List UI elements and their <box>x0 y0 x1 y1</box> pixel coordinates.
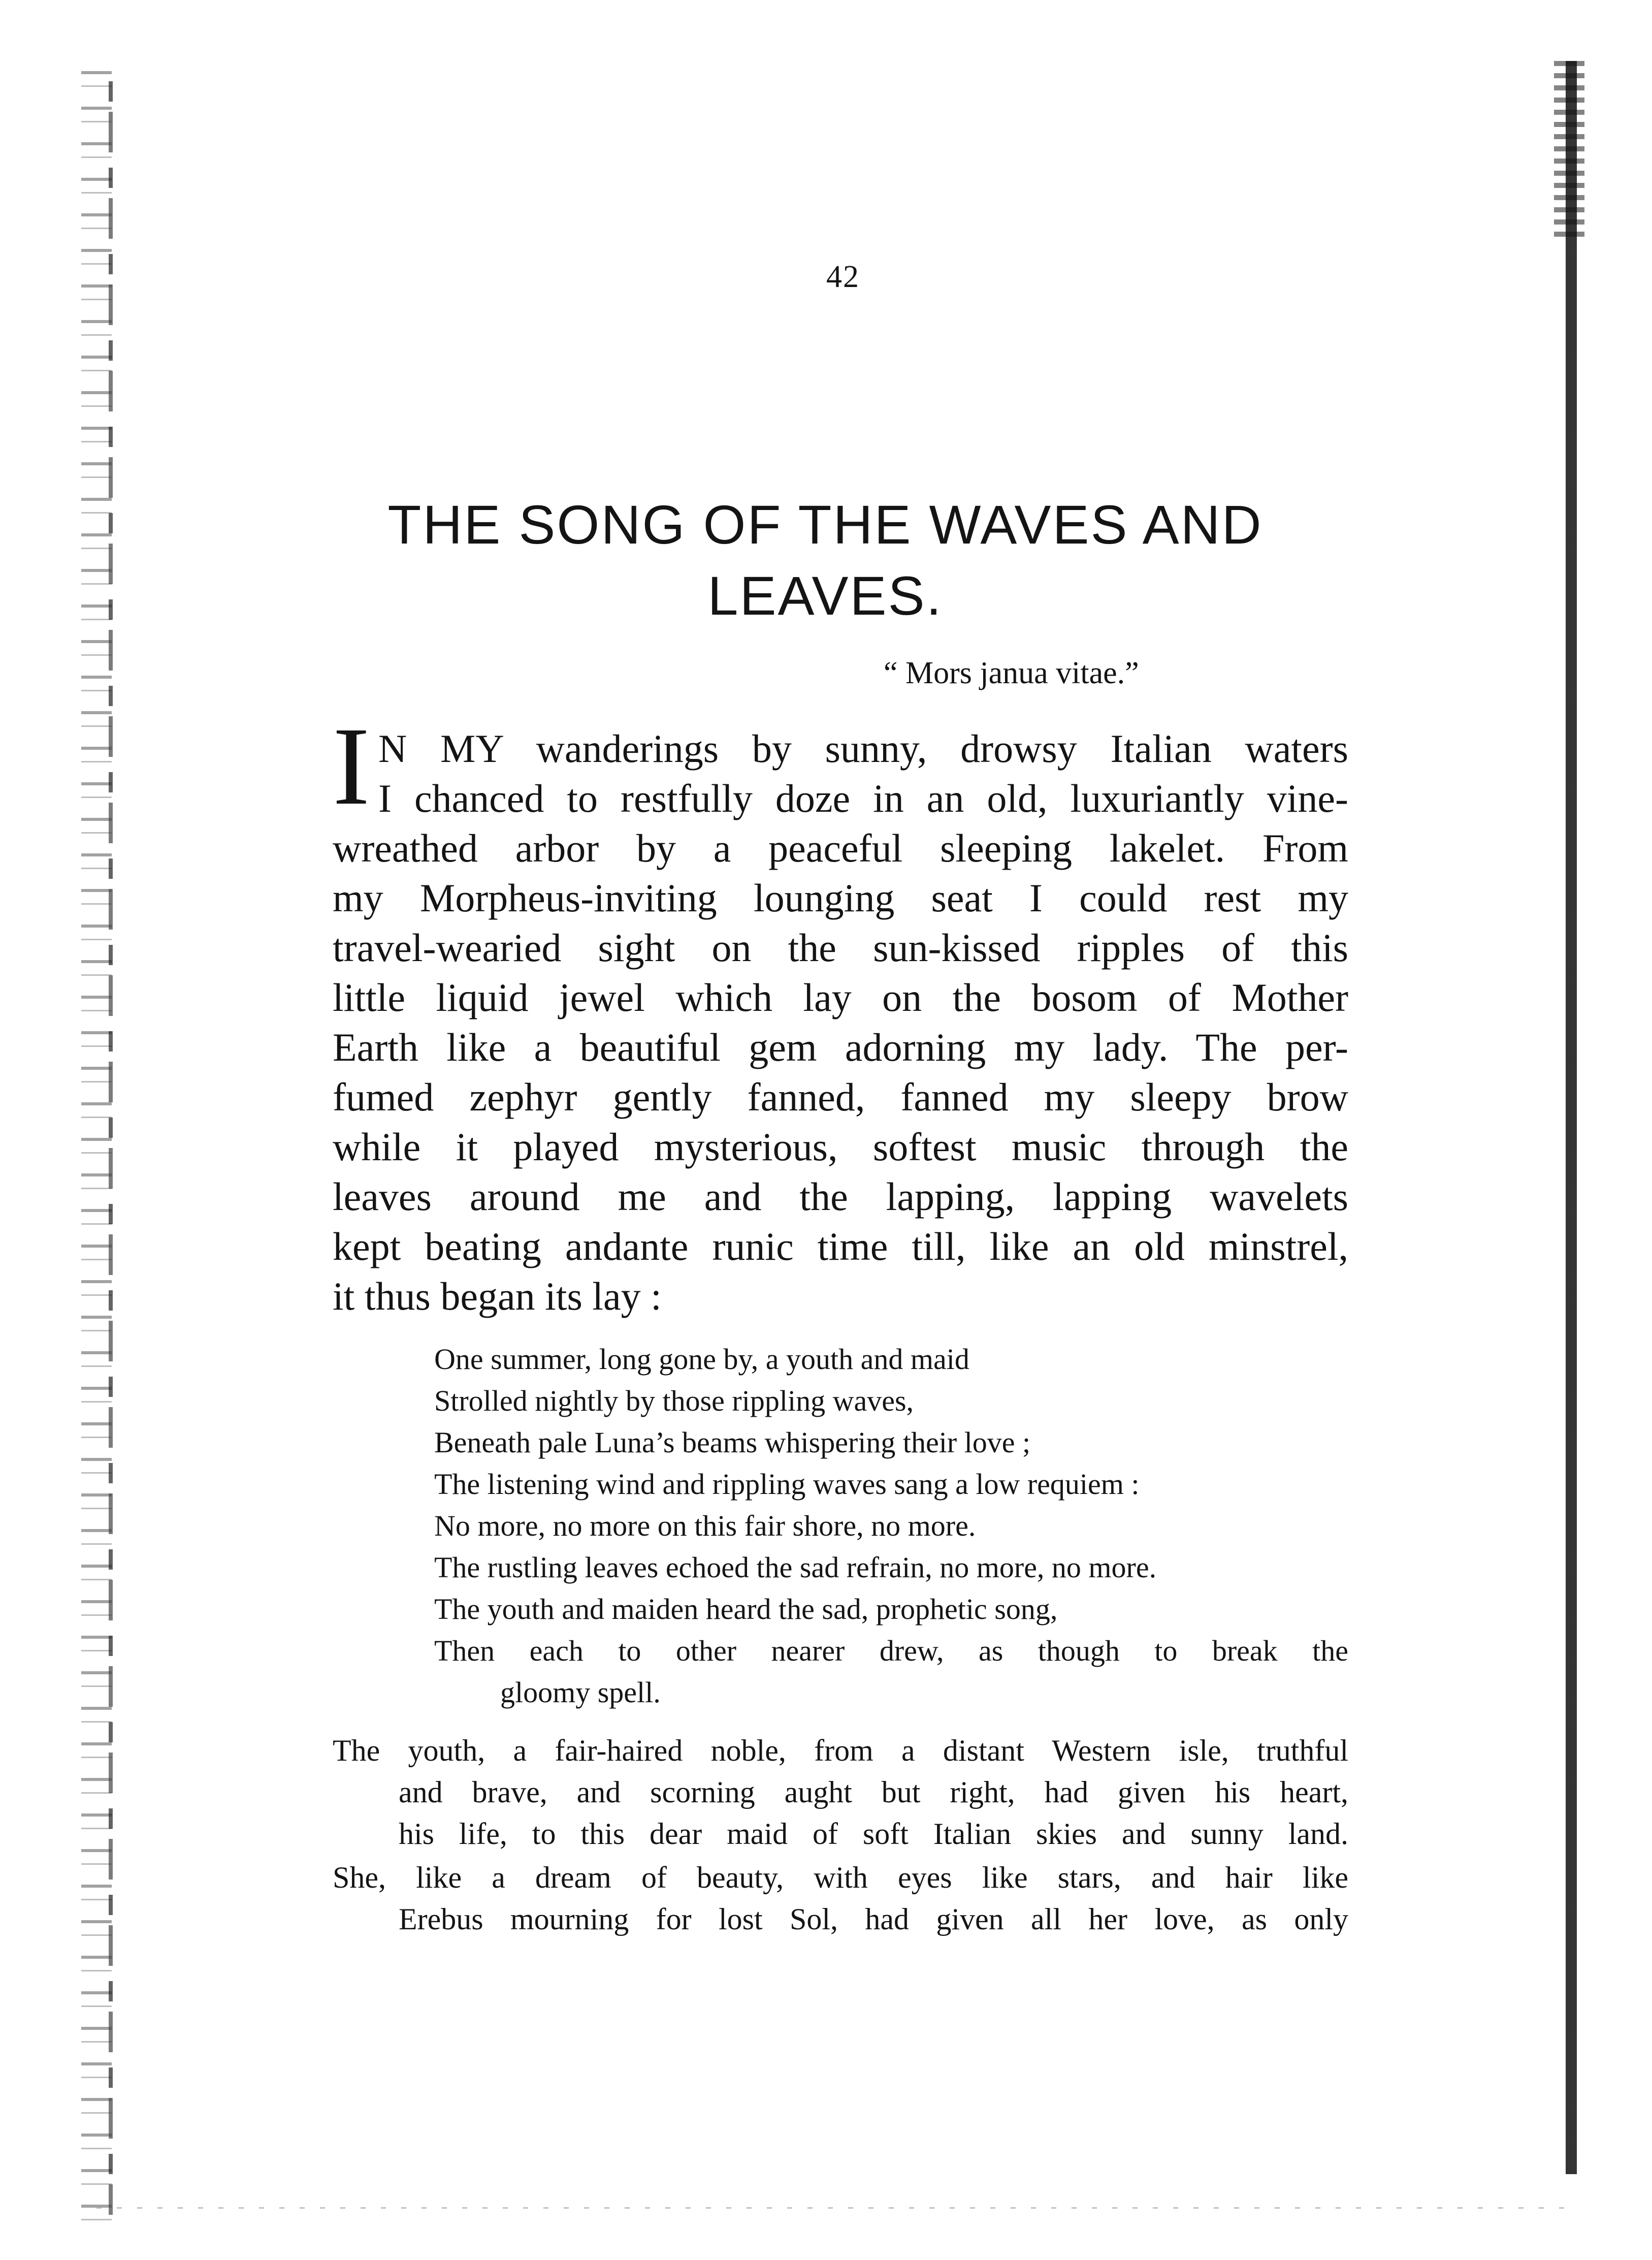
opening-line-2: I chanced to restfully doze in an old, luxuriantly vine- <box>378 776 1348 820</box>
prose-line: wreathed arbor by a peaceful sleeping lakelet. From <box>333 826 1348 870</box>
paragraph-line: Erebus mourning for lost Sol, had given all her love, as only <box>399 1902 1348 1936</box>
opening-line-1: N MY wanderings by sunny, drowsy Italian waters <box>378 726 1348 771</box>
verse-line: No more, no more on this fair shore, no more. <box>434 1509 976 1542</box>
verse-line: The rustling leaves echoed the sad refrain, no more, no more. <box>434 1551 1157 1584</box>
prose-line: little liquid jewel which lay on the bosom of Mother <box>333 975 1348 1020</box>
prose-line: leaves around me and the lapping, lapping wavelets <box>333 1174 1348 1219</box>
prose-body <box>333 823 1348 1321</box>
prose-line: my Morpheus-inviting lounging seat I could rest my <box>333 876 1348 920</box>
verse-line: The listening wind and rippling waves sang a low requiem : <box>434 1468 1140 1501</box>
verse-line: gloomy spell. <box>500 1676 661 1709</box>
prose-line: fumed zephyr gently fanned, fanned my sleepy brow <box>333 1075 1348 1119</box>
drop-cap: I <box>333 704 370 828</box>
scan-edge-right <box>1562 61 1579 2174</box>
prose-line: Earth like a beautiful gem adorning my lady. The per- <box>333 1025 1348 1069</box>
paragraph-1 <box>333 1730 1348 1855</box>
prose-line: while it played mysterious, softest music through the <box>333 1125 1348 1169</box>
paragraph-2 <box>333 1857 1348 1940</box>
paragraph-line: She, like a dream of beauty, with eyes like stars, and hair like <box>333 1861 1348 1894</box>
paragraph-line: The youth, a fair-haired noble, from a distant Western isle, truthful <box>333 1734 1348 1767</box>
scan-edge-bottom <box>96 2207 1569 2209</box>
scan-edge-left <box>81 71 112 2225</box>
page-number: 42 <box>826 260 860 294</box>
prose-line: travel-wearied sight on the sun-kissed ripples of this <box>333 926 1348 970</box>
prose-line: it thus began its lay : <box>333 1274 662 1318</box>
paragraph-line: his life, to this dear maid of soft Italian skies and sunny land. <box>399 1817 1348 1851</box>
title-line-2: LEAVES. <box>707 565 943 626</box>
opening-lines <box>378 724 1348 823</box>
verse-line: Then each to other nearer drew, as though to break the <box>434 1634 1348 1667</box>
title-line-1: THE SONG OF THE WAVES AND <box>387 494 1263 555</box>
scan-edge-left-binding <box>109 81 113 2215</box>
verse-line: One summer, long gone by, a youth and maid <box>434 1343 969 1376</box>
paragraph-line: and brave, and scorning aught but right, had given his heart, <box>399 1775 1348 1809</box>
epigraph: “ Mors janua vitae.” <box>884 656 1139 690</box>
verse-line: The youth and maiden heard the sad, prophetic song, <box>434 1593 1058 1626</box>
verse-line: Beneath pale Luna’s beams whispering their love ; <box>434 1426 1031 1459</box>
verse-block <box>434 1339 1348 1713</box>
verse-line: Strolled nightly by those rippling waves, <box>434 1384 914 1417</box>
prose-line: kept beating andante runic time till, like an old minstrel, <box>333 1224 1348 1268</box>
